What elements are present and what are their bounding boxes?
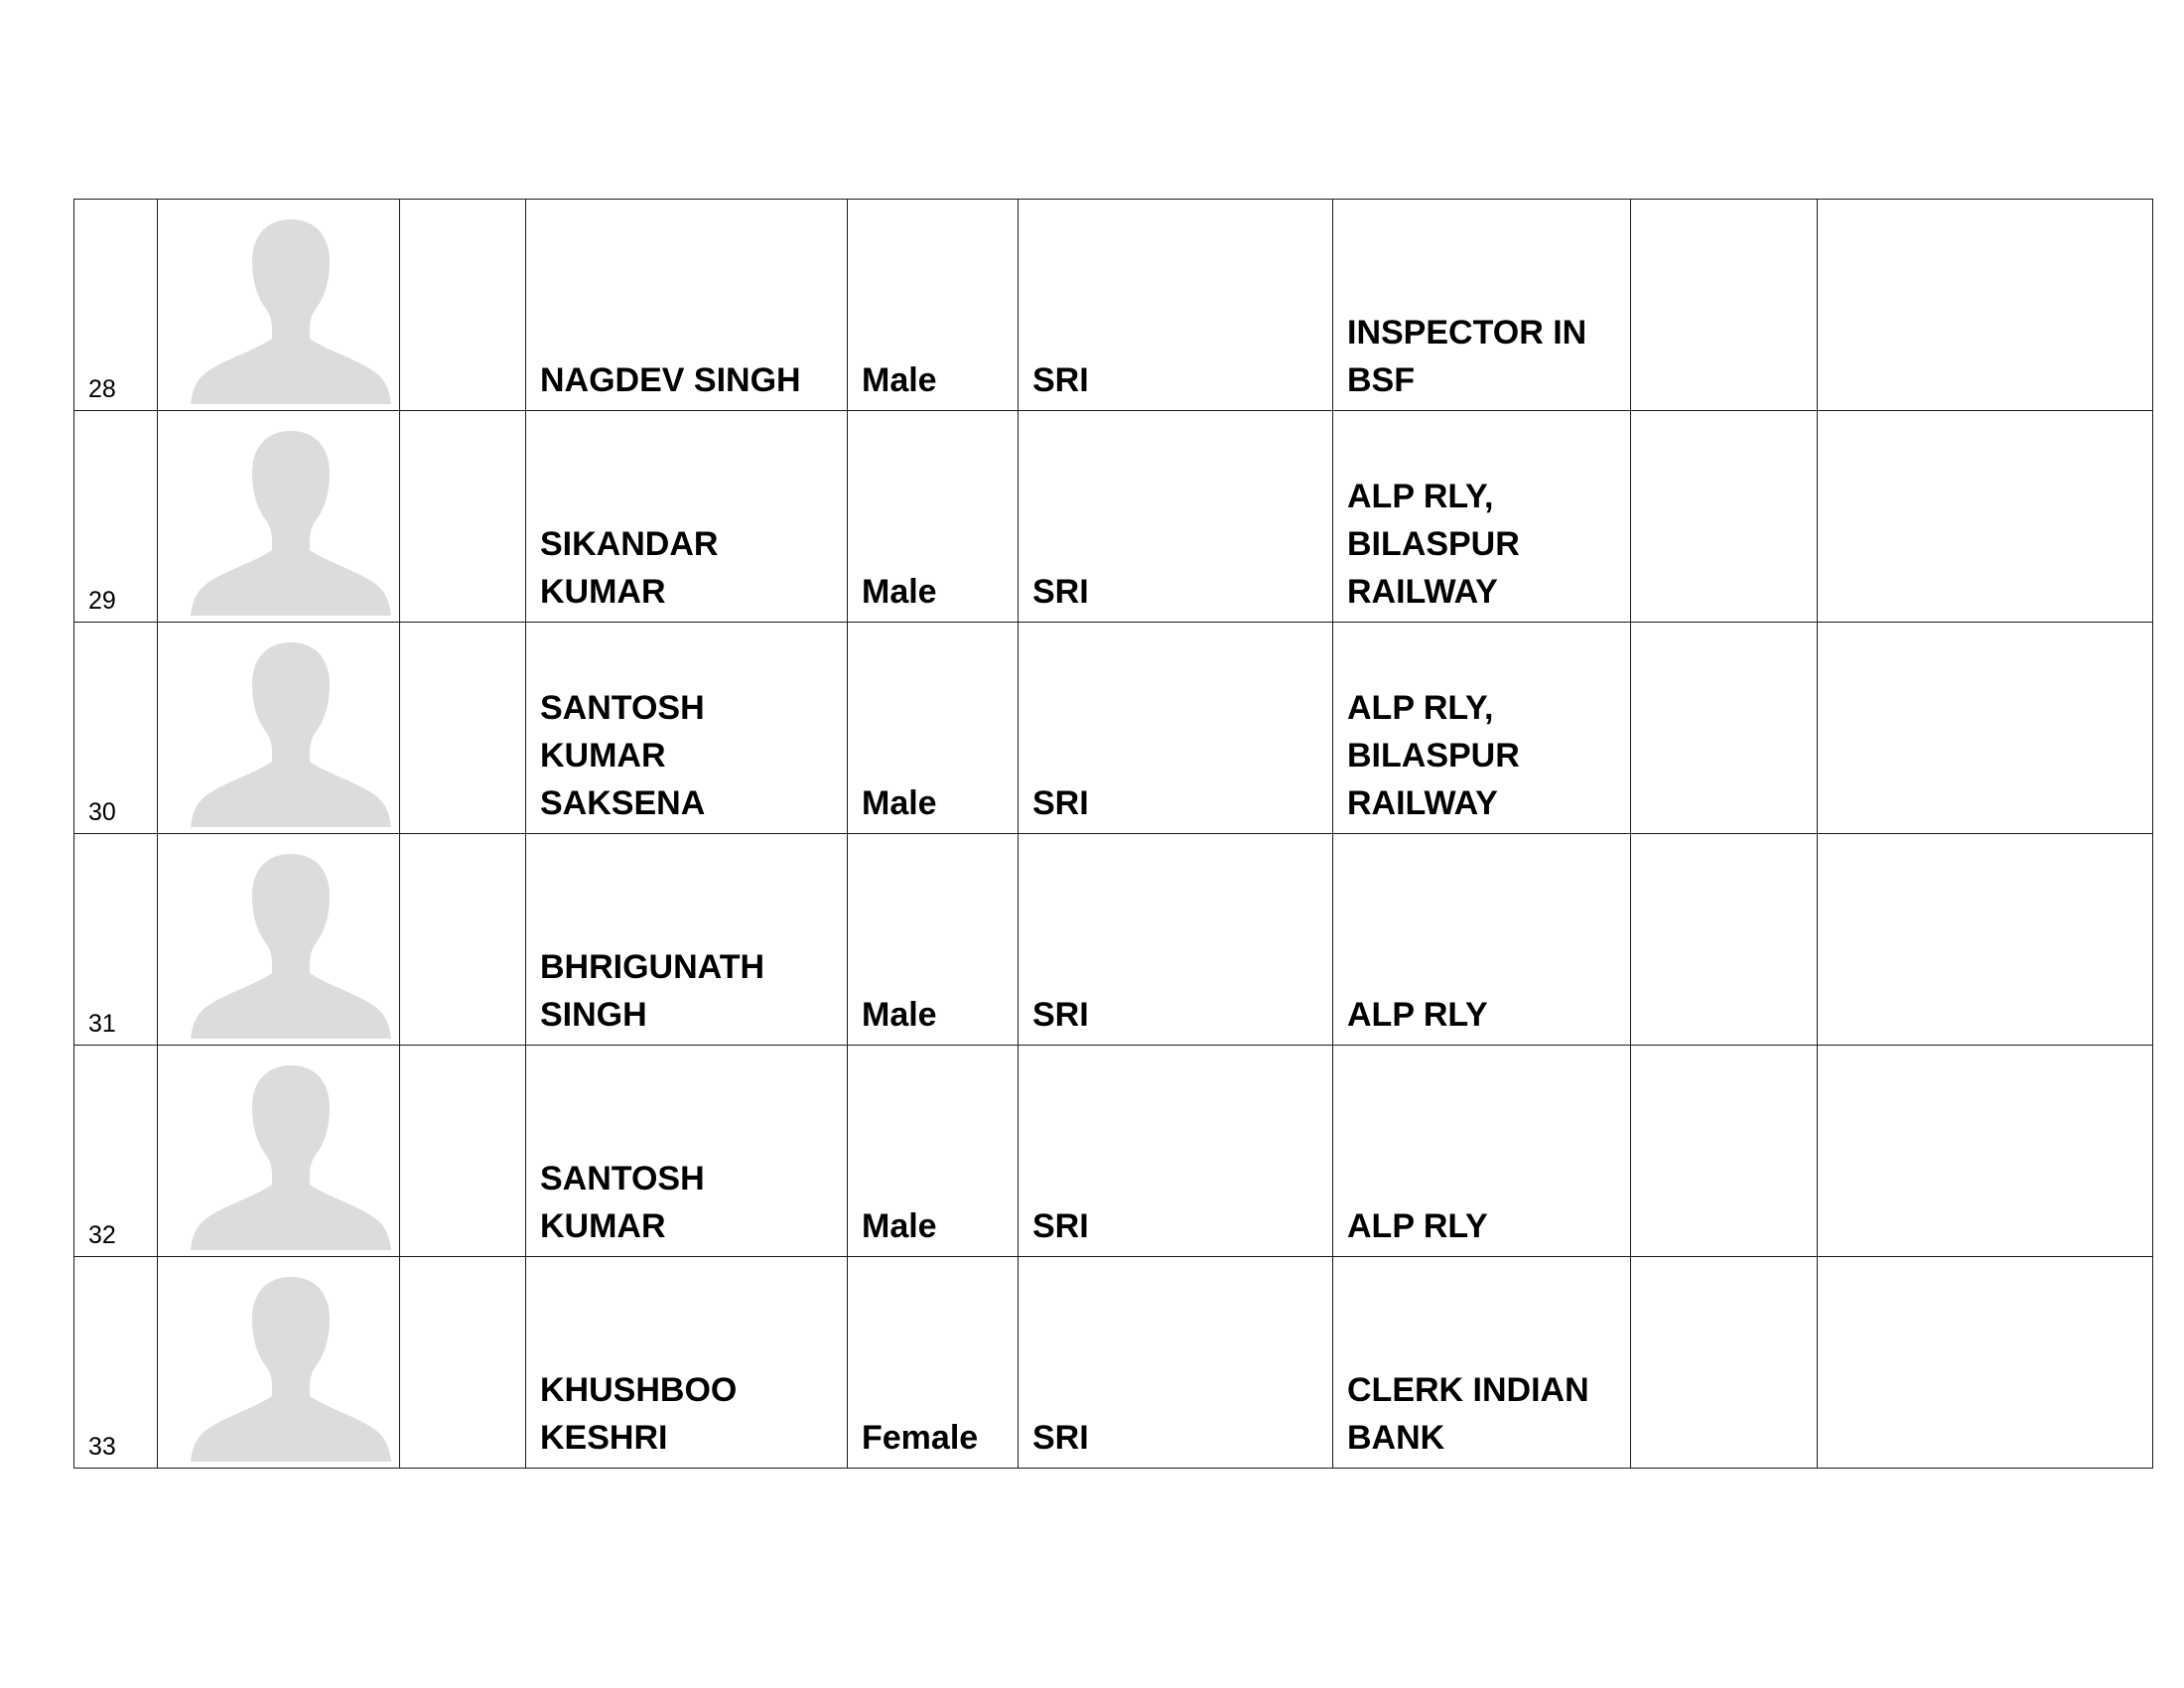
gender: Male: [862, 996, 937, 1034]
blank-cell: [1631, 200, 1818, 411]
blank-cell: [1631, 1257, 1818, 1469]
person-name: SANTOSH KUMAR SAKSENA: [540, 689, 706, 822]
table-row: [74, 1257, 2153, 1469]
gender-cell: [848, 1046, 1019, 1257]
person-name: SIKANDAR KUMAR: [540, 525, 719, 611]
blank-cell: [1631, 1046, 1818, 1257]
blank-cell: [400, 200, 526, 411]
honorific: SRI: [1032, 573, 1089, 611]
occupation-cell: [1333, 411, 1631, 623]
photo-cell: [158, 834, 400, 1046]
photo-cell: [158, 411, 400, 623]
serial-number: 29: [88, 587, 116, 615]
title-cell: [1019, 623, 1333, 834]
serial-number-cell: [74, 411, 158, 623]
person-silhouette-icon: [189, 1257, 393, 1462]
person-silhouette-icon: [189, 623, 393, 827]
gender: Male: [862, 573, 937, 611]
blank-cell: [1631, 623, 1818, 834]
roster-table: [73, 199, 2153, 1469]
occupation-cell: [1333, 1046, 1631, 1257]
gender: Female: [862, 1419, 979, 1457]
honorific: SRI: [1032, 1419, 1089, 1457]
gender-cell: [848, 1257, 1019, 1469]
blank-cell: [1631, 411, 1818, 623]
blank-cell: [1818, 200, 2153, 411]
table-row: [74, 623, 2153, 834]
roster-table-body: [74, 200, 2153, 1469]
serial-number: 30: [88, 798, 116, 826]
serial-number-cell: [74, 200, 158, 411]
serial-number-cell: [74, 1257, 158, 1469]
occupation-cell: [1333, 834, 1631, 1046]
occupation-cell: [1333, 200, 1631, 411]
blank-cell: [1818, 834, 2153, 1046]
occupation: CLERK INDIAN BANK: [1347, 1371, 1589, 1457]
blank-cell: [400, 411, 526, 623]
blank-cell: [400, 834, 526, 1046]
occupation: ALP RLY: [1347, 1207, 1488, 1245]
person-name: SANTOSH KUMAR: [540, 1160, 705, 1245]
blank-cell: [1818, 623, 2153, 834]
name-cell: [526, 200, 848, 411]
name-cell: [526, 1257, 848, 1469]
serial-number: 28: [88, 375, 116, 403]
gender-cell: [848, 623, 1019, 834]
photo-cell: [158, 200, 400, 411]
gender-cell: [848, 834, 1019, 1046]
blank-cell: [400, 1257, 526, 1469]
photo-cell: [158, 1046, 400, 1257]
title-cell: [1019, 1257, 1333, 1469]
occupation: INSPECTOR IN BSF: [1347, 314, 1587, 399]
gender-cell: [848, 411, 1019, 623]
title-cell: [1019, 411, 1333, 623]
roster-table-container: [73, 199, 2152, 1469]
honorific: SRI: [1032, 996, 1089, 1034]
name-cell: [526, 411, 848, 623]
blank-cell: [1631, 834, 1818, 1046]
name-cell: [526, 834, 848, 1046]
person-name: KHUSHBOO KESHRI: [540, 1371, 738, 1457]
blank-cell: [1818, 1257, 2153, 1469]
occupation-cell: [1333, 623, 1631, 834]
serial-number: 33: [88, 1433, 116, 1461]
title-cell: [1019, 200, 1333, 411]
table-row: [74, 834, 2153, 1046]
blank-cell: [1818, 411, 2153, 623]
person-silhouette-icon: [189, 200, 393, 404]
table-row: [74, 411, 2153, 623]
blank-cell: [400, 1046, 526, 1257]
title-cell: [1019, 834, 1333, 1046]
person-silhouette-icon: [189, 834, 393, 1039]
gender-cell: [848, 200, 1019, 411]
gender: Male: [862, 1207, 937, 1245]
name-cell: [526, 623, 848, 834]
table-row: [74, 200, 2153, 411]
name-cell: [526, 1046, 848, 1257]
occupation: ALP RLY, BILASPUR RAILWAY: [1347, 478, 1520, 611]
photo-cell: [158, 623, 400, 834]
gender: Male: [862, 361, 937, 399]
blank-cell: [1818, 1046, 2153, 1257]
serial-number-cell: [74, 623, 158, 834]
gender: Male: [862, 784, 937, 822]
person-name: BHRIGUNATH SINGH: [540, 948, 765, 1034]
honorific: SRI: [1032, 784, 1089, 822]
title-cell: [1019, 1046, 1333, 1257]
person-name: NAGDEV SINGH: [540, 361, 801, 399]
person-silhouette-icon: [189, 411, 393, 616]
serial-number: 32: [88, 1221, 116, 1249]
photo-cell: [158, 1257, 400, 1469]
serial-number-cell: [74, 834, 158, 1046]
blank-cell: [400, 623, 526, 834]
serial-number: 31: [88, 1010, 116, 1038]
occupation: ALP RLY, BILASPUR RAILWAY: [1347, 689, 1520, 822]
occupation: ALP RLY: [1347, 996, 1488, 1034]
person-silhouette-icon: [189, 1046, 393, 1250]
honorific: SRI: [1032, 361, 1089, 399]
table-row: [74, 1046, 2153, 1257]
honorific: SRI: [1032, 1207, 1089, 1245]
serial-number-cell: [74, 1046, 158, 1257]
occupation-cell: [1333, 1257, 1631, 1469]
